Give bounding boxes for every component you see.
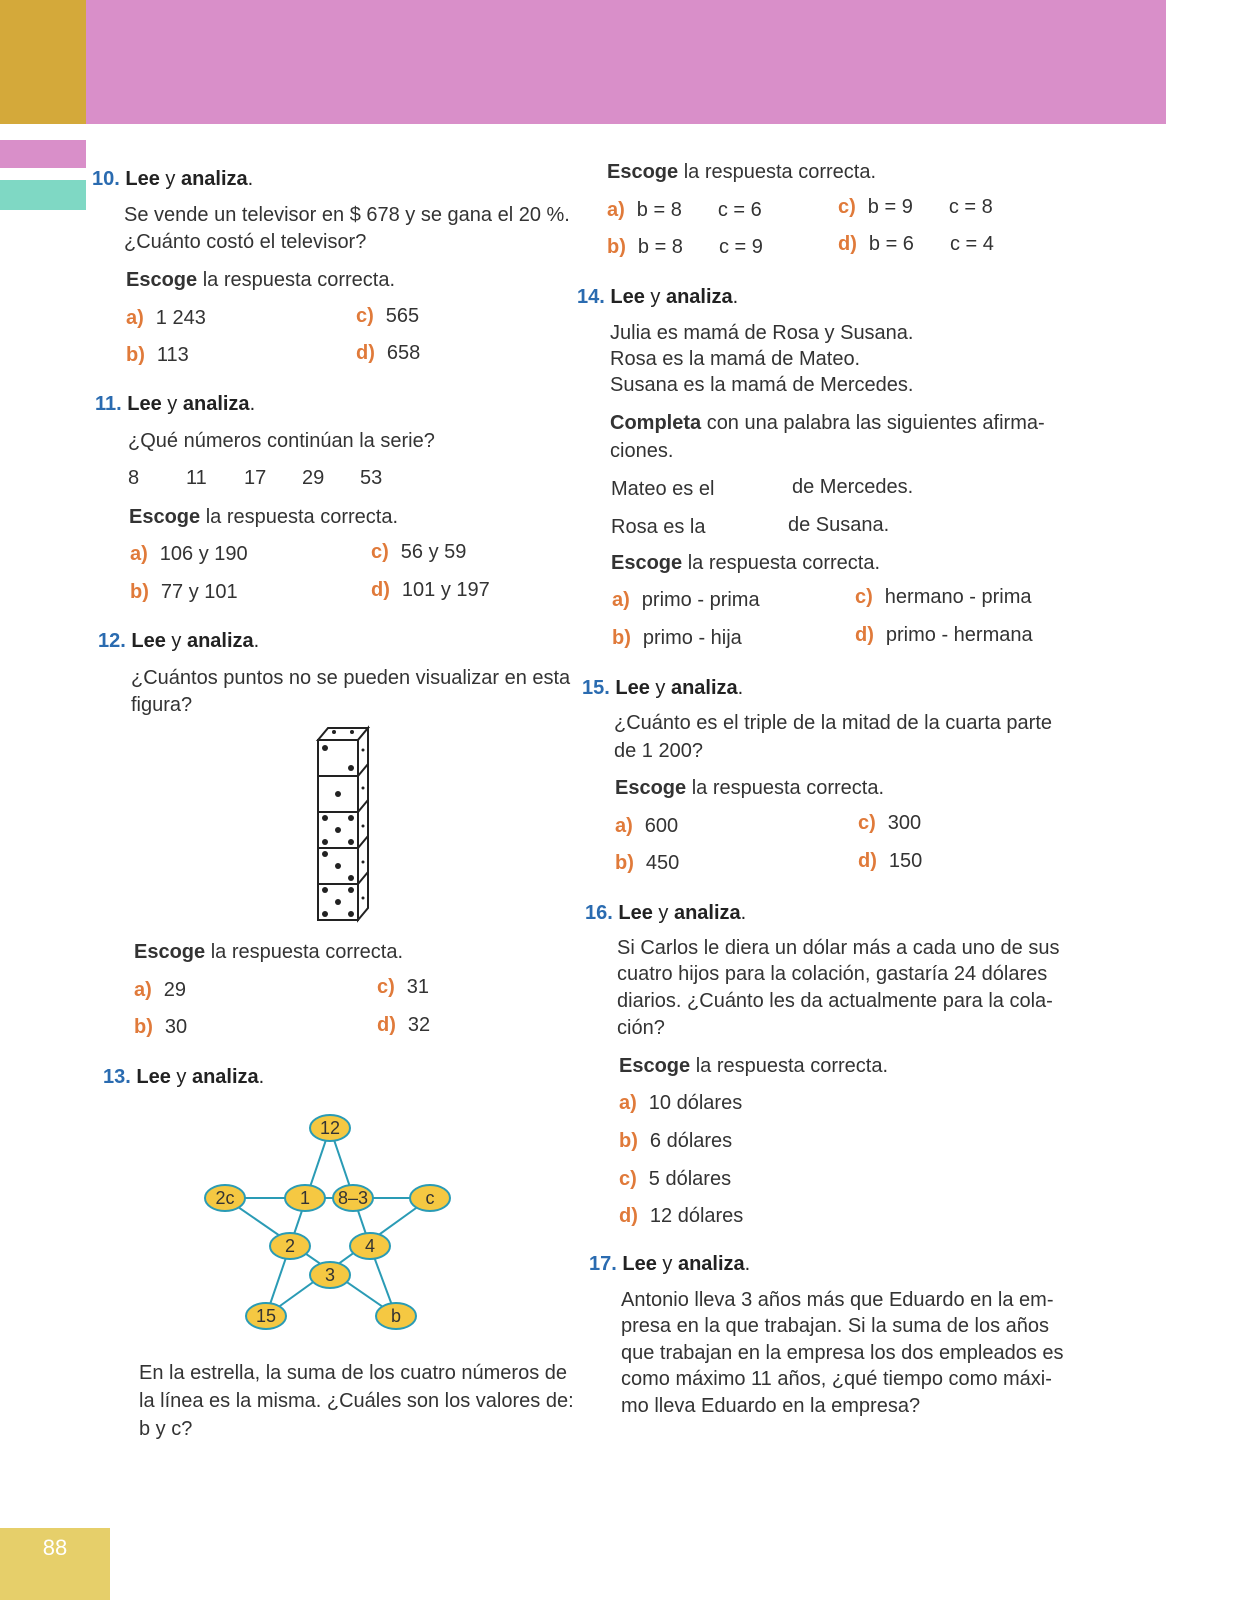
option-value: 6 dólares	[649, 1130, 733, 1152]
option-letter: b)	[134, 1016, 153, 1038]
q14-blank-1-start: Mateo es el	[611, 478, 715, 500]
q14-option-a[interactable]	[612, 589, 760, 612]
q15-option-c[interactable]	[858, 812, 921, 835]
q13-heading: 13. Lee y analiza.	[103, 1066, 265, 1088]
option-letter: d)	[371, 579, 390, 601]
q15-option-a[interactable]	[615, 815, 678, 838]
q17-text-2: presa en la que trabajan. Si la suma de los años	[621, 1315, 1050, 1337]
option-value: 5 dólares	[648, 1168, 732, 1190]
q12-lee: Lee	[131, 630, 166, 652]
q15-escoge-word: Escoge	[615, 777, 687, 799]
star-nodes	[205, 1115, 450, 1329]
option-letter: d)	[838, 233, 857, 255]
q11-option-b[interactable]	[130, 581, 238, 604]
q13-text-2: la línea es la misma. ¿Cuáles son los valores de:	[139, 1390, 574, 1412]
option-letter: c)	[855, 586, 873, 608]
q10-analiza: analiza	[180, 168, 248, 190]
q11-lee: Lee	[127, 393, 162, 415]
q17-analiza: analiza	[677, 1253, 745, 1275]
q15-option-d[interactable]	[858, 850, 922, 873]
option-letter: b)	[130, 581, 149, 603]
q15-number: 15.	[582, 677, 610, 699]
q16-analiza: analiza	[673, 902, 741, 924]
q10-respuesta: la respuesta correcta.	[202, 269, 396, 291]
q14-line-3: Susana es la mamá de Mercedes.	[610, 374, 914, 396]
q12-option-d[interactable]	[377, 1014, 430, 1037]
star-figure	[200, 1108, 460, 1338]
q14-completa-word: Completa	[610, 412, 702, 434]
q13-text-1: En la estrella, la suma de los cuatro números de	[139, 1362, 567, 1384]
q12-number: 12.	[98, 630, 126, 652]
q12-text-2: figura?	[131, 694, 193, 716]
node-label-bottom-left: 15	[255, 1306, 277, 1326]
q15-respuesta: la respuesta correcta.	[691, 777, 885, 799]
q12-respuesta: la respuesta correcta.	[210, 941, 404, 963]
option-letter: d)	[377, 1014, 396, 1036]
option-b-value: b = 6	[868, 233, 914, 255]
page-number: 88	[42, 1535, 68, 1560]
q13-escoge	[607, 159, 876, 186]
q15-analiza: analiza	[670, 677, 738, 699]
q10-option-b[interactable]	[126, 344, 189, 367]
option-c-value: c = 8	[948, 196, 993, 218]
q14-option-c[interactable]	[855, 586, 1032, 609]
q14-blank-1-end: de Mercedes.	[792, 476, 914, 498]
option-value: 10 dólares	[648, 1092, 743, 1114]
q17-text-4: como máximo 11 años, ¿qué tiempo como máxi-	[621, 1368, 1052, 1390]
option-value: 150	[888, 850, 923, 872]
option-letter: a)	[619, 1092, 637, 1114]
q11-text-1: ¿Qué números continúan la serie?	[128, 430, 435, 452]
side-tab-pink	[0, 140, 86, 168]
q10-option-a[interactable]	[126, 307, 206, 330]
node-label-inner-left: 1	[299, 1188, 311, 1208]
option-value: 12 dólares	[649, 1205, 744, 1227]
header-banner	[86, 0, 1166, 124]
option-letter: c)	[838, 196, 856, 218]
q11-escoge	[129, 504, 398, 531]
q15-option-b[interactable]	[615, 852, 679, 875]
dice-side-face	[358, 728, 368, 920]
q13-number: 13.	[103, 1066, 131, 1088]
q16-option-d[interactable]	[619, 1205, 743, 1228]
q11-heading: 11. Lee y analiza.	[95, 393, 256, 415]
node-label-top: 12	[319, 1118, 341, 1138]
option-value: 300	[887, 812, 922, 834]
q10-text-1: Se vende un televisor en $ 678 y se gana el 20 %.	[124, 204, 570, 226]
q11-number: 11.	[95, 393, 122, 415]
q13-option-a[interactable]	[607, 199, 762, 222]
q14-respuesta: la respuesta correcta.	[687, 552, 881, 574]
q14-option-b[interactable]	[612, 627, 742, 650]
side-tab-teal	[0, 180, 86, 210]
option-value: hermano - prima	[884, 586, 1032, 608]
q16-y: y	[658, 902, 669, 924]
q17-number: 17.	[589, 1253, 617, 1275]
q13-escoge-word: Escoge	[607, 161, 679, 183]
q10-escoge-word: Escoge	[126, 269, 198, 291]
q10-escoge	[126, 267, 395, 294]
q14-heading: 14. Lee y analiza.	[577, 286, 739, 308]
q11-respuesta: la respuesta correcta.	[205, 506, 399, 528]
option-letter: c)	[858, 812, 876, 834]
option-value: 1 243	[155, 307, 206, 329]
dice-stack-figure	[312, 722, 376, 924]
option-value: 450	[645, 852, 680, 874]
option-value: primo - hermana	[885, 624, 1033, 646]
option-letter: d)	[619, 1205, 638, 1227]
q10-y: y	[165, 168, 176, 190]
option-value: 77 y 101	[160, 581, 238, 603]
q12-y: y	[171, 630, 182, 652]
option-value: 32	[407, 1014, 431, 1036]
q17-text-3: que trabajan en la empresa los dos empleados es	[621, 1342, 1064, 1364]
q15-heading: 15. Lee y analiza.	[582, 677, 744, 699]
q14-lee: Lee	[610, 286, 645, 308]
q15-text-1: ¿Cuánto es el triple de la mitad de la cuarta parte	[614, 712, 1053, 734]
q12-analiza: analiza	[186, 630, 254, 652]
q17-heading: 17. Lee y analiza.	[589, 1253, 751, 1275]
q10-number: 10.	[92, 168, 120, 190]
option-letter: b)	[126, 344, 145, 366]
q12-heading: 12. Lee y analiza.	[98, 630, 260, 652]
option-letter: d)	[858, 850, 877, 872]
q15-y: y	[655, 677, 666, 699]
q16-heading: 16. Lee y analiza.	[585, 902, 747, 924]
option-value: 31	[406, 976, 430, 998]
option-letter: c)	[356, 305, 374, 327]
option-value: primo - prima	[641, 589, 760, 611]
node-label-inner-right: 8–3	[337, 1188, 369, 1208]
q11-series	[128, 467, 418, 490]
option-value: 29	[163, 979, 187, 1001]
node-label-left: 2c	[215, 1188, 235, 1208]
node-label-bottom-right: b	[390, 1306, 402, 1326]
node-label-two: 2	[284, 1236, 296, 1256]
q14-analiza: analiza	[665, 286, 733, 308]
option-letter: a)	[130, 543, 148, 565]
option-value: 56 y 59	[400, 541, 467, 563]
q16-option-b[interactable]	[619, 1130, 732, 1153]
q15-lee: Lee	[615, 677, 650, 699]
q14-completa-rest: con una palabra las siguientes afirma-	[706, 412, 1045, 434]
option-letter: b)	[612, 627, 631, 649]
option-letter: d)	[855, 624, 874, 646]
q14-escoge-word: Escoge	[611, 552, 683, 574]
option-letter: c)	[619, 1168, 637, 1190]
option-value: 565	[385, 305, 420, 327]
q11-y: y	[167, 393, 178, 415]
option-c-value: c = 6	[717, 199, 762, 221]
series-value: 8	[128, 467, 140, 489]
q14-blank-2-start: Rosa es la	[611, 516, 706, 538]
q13-text-3: b y c?	[139, 1418, 193, 1440]
option-letter: a)	[126, 307, 144, 329]
option-letter: b)	[615, 852, 634, 874]
option-b-value: b = 8	[637, 236, 683, 258]
option-letter: a)	[134, 979, 152, 1001]
q13-option-b[interactable]	[607, 236, 763, 259]
option-letter: d)	[356, 342, 375, 364]
q16-escoge	[619, 1053, 888, 1080]
option-value: 600	[644, 815, 679, 837]
q10-option-d[interactable]	[356, 342, 420, 365]
q15-escoge	[615, 775, 884, 802]
q15-text-2: de 1 200?	[614, 740, 703, 762]
q10-text-2: ¿Cuánto costó el televisor?	[124, 231, 367, 253]
q14-line-2: Rosa es la mamá de Mateo.	[610, 348, 861, 370]
q16-text-1: Si Carlos le diera un dólar más a cada uno de sus	[617, 937, 1060, 959]
q13-option-d[interactable]	[838, 233, 994, 256]
option-b-value: b = 9	[867, 196, 913, 218]
option-letter: c)	[377, 976, 395, 998]
option-c-value: c = 4	[949, 233, 994, 255]
q14-completa-line	[610, 410, 1045, 437]
q16-respuesta: la respuesta correcta.	[695, 1055, 889, 1077]
option-c-value: c = 9	[718, 236, 763, 258]
q16-option-c[interactable]	[619, 1168, 731, 1191]
q13-y: y	[176, 1066, 187, 1088]
q17-y: y	[662, 1253, 673, 1275]
node-label-four: 4	[364, 1236, 376, 1256]
q17-lee: Lee	[622, 1253, 657, 1275]
q11-option-a[interactable]	[130, 543, 248, 566]
q14-y: y	[650, 286, 661, 308]
q10-heading: 10. Lee y analiza.	[92, 168, 254, 190]
q14-escoge	[611, 550, 880, 577]
option-letter: a)	[615, 815, 633, 837]
q11-analiza: analiza	[182, 393, 250, 415]
q14-line-1: Julia es mamá de Rosa y Susana.	[610, 322, 914, 344]
series-value: 17	[244, 467, 267, 489]
option-letter: a)	[612, 589, 630, 611]
option-letter: c)	[371, 541, 389, 563]
q17-text-1: Antonio lleva 3 años más que Eduardo en la em-	[621, 1289, 1054, 1311]
q11-escoge-word: Escoge	[129, 506, 201, 528]
option-value: 113	[156, 344, 189, 366]
q10-option-c[interactable]	[356, 305, 419, 328]
q12-option-c[interactable]	[377, 976, 429, 999]
q11-option-d[interactable]	[371, 579, 490, 602]
option-b-value: b = 8	[636, 199, 682, 221]
series-value: 53	[360, 467, 383, 489]
option-letter: b)	[619, 1130, 638, 1152]
option-value: 101 y 197	[401, 579, 490, 601]
option-value: primo - hija	[642, 627, 742, 649]
series-value: 29	[302, 467, 325, 489]
q14-completa-line-2: ciones.	[610, 440, 674, 462]
option-letter: b)	[607, 236, 626, 258]
series-value: 11	[186, 467, 207, 489]
q12-escoge-word: Escoge	[134, 941, 206, 963]
q12-text-1: ¿Cuántos puntos no se pueden visualizar en esta	[131, 667, 571, 689]
q13-respuesta: la respuesta correcta.	[683, 161, 877, 183]
q16-option-a[interactable]	[619, 1092, 742, 1115]
q17-text-5: mo lleva Eduardo en la empresa?	[621, 1395, 921, 1417]
q13-option-c[interactable]	[838, 196, 993, 219]
q13-analiza: analiza	[191, 1066, 259, 1088]
q16-text-3: diarios. ¿Cuánto les da actualmente para la cola-	[617, 990, 1053, 1012]
q14-option-d[interactable]	[855, 624, 1033, 647]
node-label-three: 3	[324, 1265, 336, 1285]
q16-text-2: cuatro hijos para la colación, gastaría 24 dólares	[617, 963, 1048, 985]
q16-escoge-word: Escoge	[619, 1055, 691, 1077]
q11-option-c[interactable]	[371, 541, 466, 564]
q12-escoge	[134, 939, 403, 966]
option-value: 30	[164, 1016, 188, 1038]
option-value: 106 y 190	[159, 543, 248, 565]
q16-text-4: ción?	[617, 1017, 665, 1039]
q10-lee: Lee	[125, 168, 160, 190]
q14-blank-2-end: de Susana.	[788, 514, 890, 536]
header-gold-strip	[0, 0, 86, 124]
q13-lee: Lee	[136, 1066, 171, 1088]
option-value: 658	[386, 342, 421, 364]
q16-number: 16.	[585, 902, 613, 924]
option-letter: a)	[607, 199, 625, 221]
q12-option-a[interactable]	[134, 979, 186, 1002]
node-label-right: c	[425, 1188, 435, 1208]
q14-number: 14.	[577, 286, 605, 308]
q16-lee: Lee	[618, 902, 653, 924]
q12-option-b[interactable]	[134, 1016, 187, 1039]
